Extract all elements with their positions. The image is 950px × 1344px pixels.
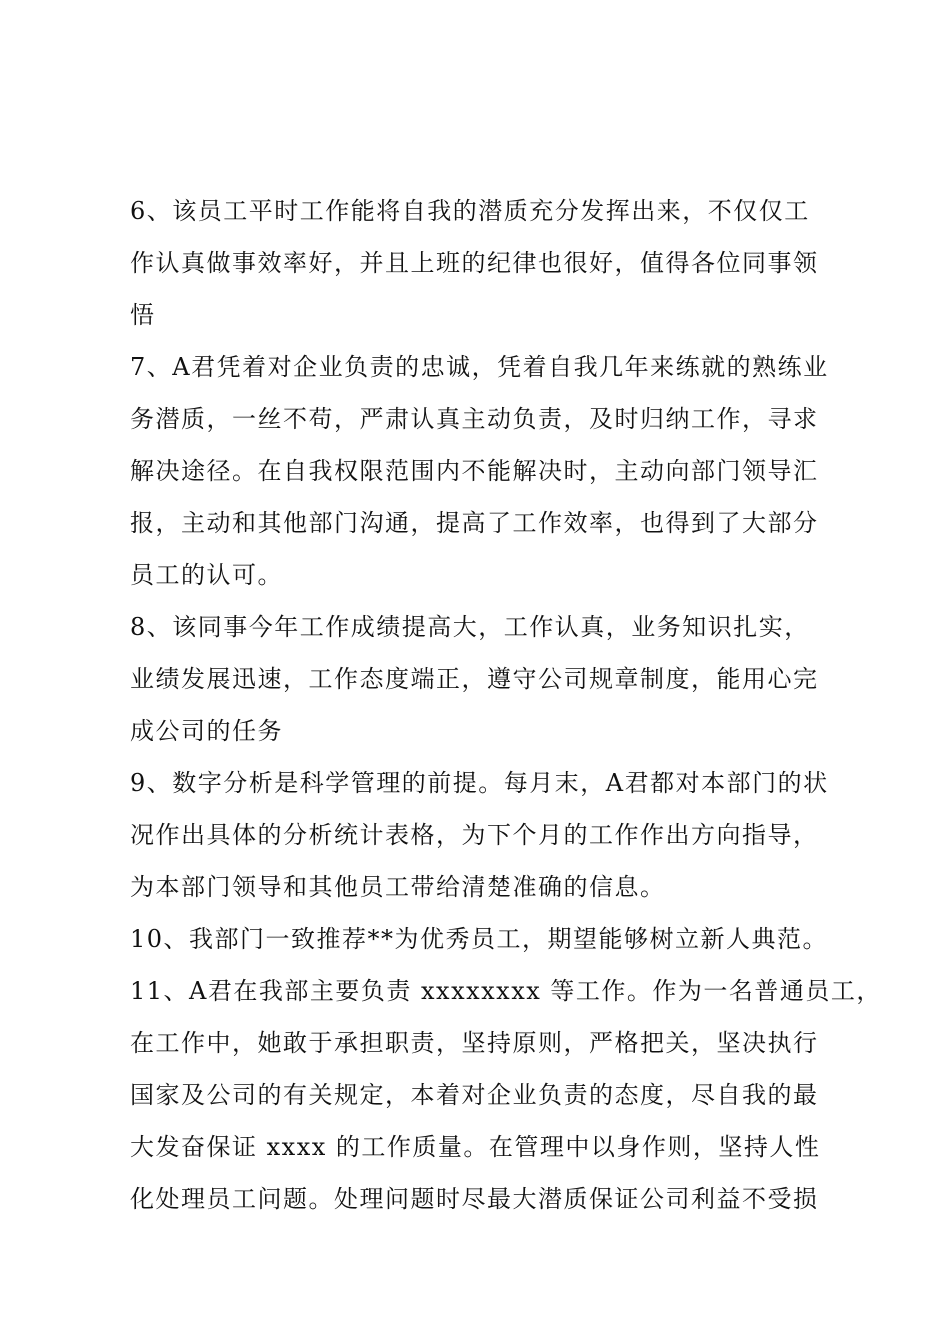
text-line: 8、该同事今年工作成绩提高大，工作认真，业务知识扎实， [130, 613, 810, 641]
text-line: 在工作中，她敢于承担职责，坚持原则，严格把关，坚决执行 [130, 1029, 819, 1057]
text-line: 化处理员工问题。处理问题时尽最大潜质保证公司利益不受损 [130, 1185, 819, 1213]
text-line: 11、A君在我部主要负责 xxxxxxxx 等工作。作为一名普通员工， [130, 977, 882, 1005]
text-line: 况作出具体的分析统计表格，为下个月的工作作出方向指导， [130, 821, 819, 849]
text-line: 报，主动和其他部门沟通，提高了工作效率，也得到了大部分 [130, 509, 819, 537]
text-line: 员工的认可。 [130, 561, 283, 589]
text-line: 成公司的任务 [130, 717, 283, 745]
text-line: 国家及公司的有关规定，本着对企业负责的态度，尽自我的最 [130, 1081, 819, 1109]
text-line: 7、A君凭着对企业负责的忠诚，凭着自我几年来练就的熟练业 [130, 353, 829, 381]
text-line: 务潜质，一丝不苟，严肃认真主动负责，及时归纳工作，寻求 [130, 405, 819, 433]
text-line: 解决途径。在自我权限范围内不能解决时，主动向部门领导汇 [130, 457, 819, 485]
text-line: 为本部门领导和其他员工带给清楚准确的信息。 [130, 873, 666, 901]
text-line: 9、数字分析是科学管理的前提。每月末，A君都对本部门的状 [130, 769, 829, 797]
text-line: 10、我部门一致推荐**为优秀员工，期望能够树立新人典范。 [130, 925, 829, 953]
text-line: 悟 [130, 301, 156, 329]
document-body [130, 185, 882, 1225]
text-line: 业绩发展迅速，工作态度端正，遵守公司规章制度，能用心完 [130, 665, 819, 693]
text-line: 作认真做事效率好，并且上班的纪律也很好，值得各位同事领 [130, 249, 819, 277]
text-line: 大发奋保证 xxxx 的工作质量。在管理中以身作则，坚持人性 [130, 1133, 821, 1161]
text-line: 6、该员工平时工作能将自我的潜质充分发挥出来，不仅仅工 [130, 197, 810, 225]
